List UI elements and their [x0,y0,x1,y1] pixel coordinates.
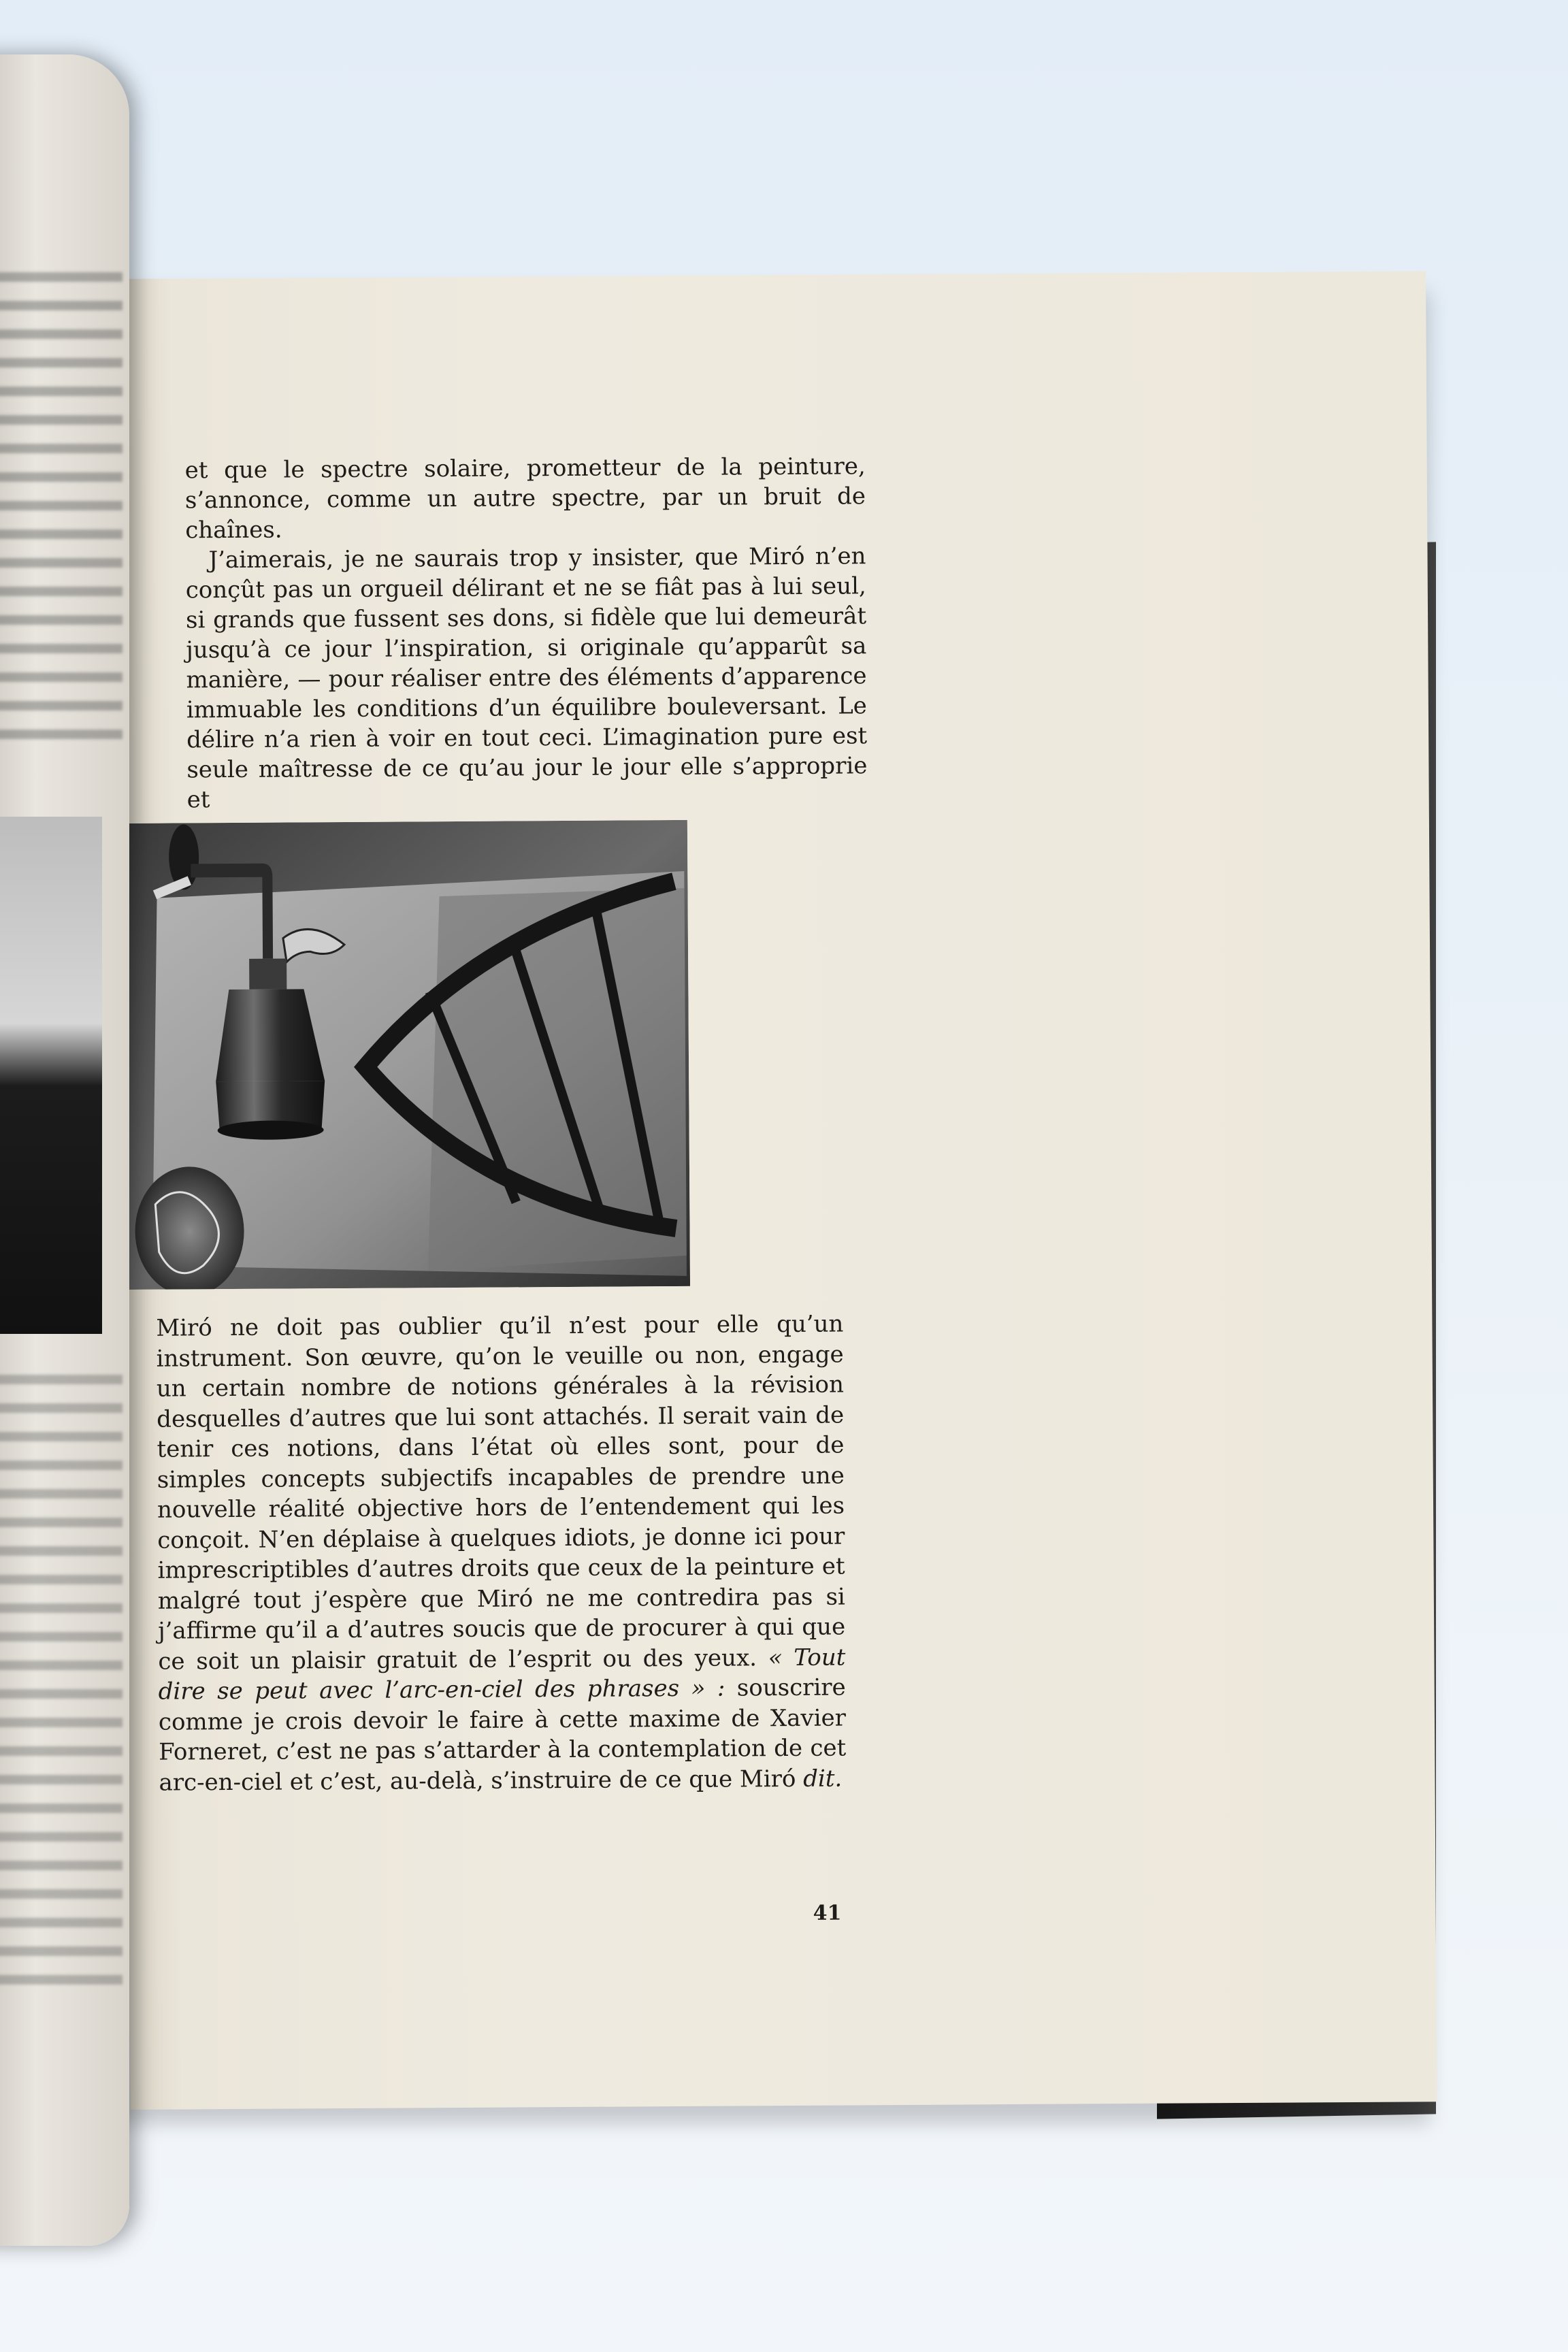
paragraph-bottom-final-word: dit. [803,1765,843,1793]
paragraph-bottom-body: Miró ne doit pas oublier qu’il n’est pour elle qu’un instrument. Son œuvre, qu’on le veuille ou non, engage un certain nombre de notions générales à la révision desquelles d’autres que lui sont attachés. Il serait vain de tenir ces notions, dans l’état où elles sont, pour de simples concepts subjectifs incapables de prendre une nouvelle réalité objective hors de l’entendement qui les conçoit. N’en déplaise à quelques idiots, je donne ici pour imprescriptibles d’autres droits que ceux de la peinture et malgré tout j’espère que Miró ne me contredira pas si j’affirme qu’il a d’autres soucis que de procurer à qui que ce soit un plaisir gratuit de l’esprit ou des yeux. [156,1310,846,1676]
paragraph-bottom-continuation: souscrire comme je crois devoir le faire à cette maxime de Xavier Forneret, c’est ne pas s’attarder à la contemplation de cet arc-en-ciel et c’est, au-delà, s’instruire de ce que Miró [158,1673,847,1797]
paragraph-top [185,451,868,815]
forneret-quote: « Tout dire se peut avec l’arc-en-ciel des phrases » : [158,1644,846,1705]
left-page-text-block [0,272,122,749]
book-page [119,271,1437,2110]
left-page-plate [0,817,102,1334]
facing-left-page [0,54,129,2246]
painting-reproduction [126,820,690,1290]
paragraph-top-line: et que le spectre solaire, prometteur de la peinture, s’annonce, comme un autre spectre, par un bruit de chaînes. [184,453,866,544]
paragraph-bottom [156,1309,846,1798]
painting-collar [249,959,287,990]
left-page-text-block-lower [0,1375,122,1987]
page-number: 41 [813,1901,842,1925]
paragraph-top-body: J’aimerais, je ne saurais trop y insister, que Miró n’en conçût pas un orgueil délirant et ne se fiât pas à lui seul, si grands que fussent ses dons, si fidèle que lui demeurât jusqu’à ce jour l’inspiration, si originale qu’apparût sa manière, — pour réaliser entre des éléments d’apparence immuable les conditions d’un équilibre bouleversant. Le délire n’a rien à voir en tout ceci. L’imagination pure est seule maîtresse de ce qu’au jour le jour elle s’approprie et [185,542,868,814]
